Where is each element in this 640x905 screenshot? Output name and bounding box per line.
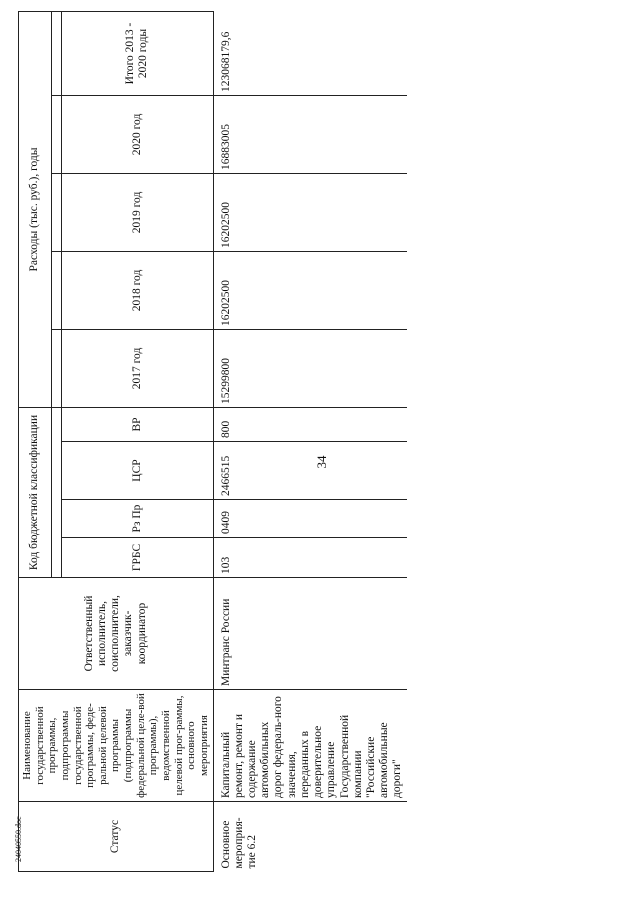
cell-grbs: 103 xyxy=(213,538,407,578)
header-2017: 2017 год xyxy=(61,329,213,407)
header-csr: ЦСР xyxy=(61,442,213,500)
cell-name: Капитальный ремонт, ремонт и содержание автомобильных дорог федераль-ного значения, переданных в доверительное управление Государственной компании "Российские автомобильные дороги" xyxy=(213,690,407,802)
header-2018: 2018 год xyxy=(61,251,213,329)
expenses-table-rotated xyxy=(18,12,404,872)
header-responsible: Ответственный исполнитель, соисполнители, заказчик-координатор xyxy=(19,578,214,690)
header-total: Итого 2013 - 2020 годы xyxy=(61,11,213,95)
header-budget-code: Код бюджетной классификации xyxy=(19,407,52,577)
cell-vr: 800 xyxy=(213,407,407,441)
cell-2018: 16202500 xyxy=(213,251,407,329)
header-rzpr: Рз Пр xyxy=(61,500,213,538)
expenses-table xyxy=(18,11,407,872)
table-row xyxy=(213,11,407,871)
cell-total: 123068179,6 xyxy=(213,11,407,95)
header-vr: ВР xyxy=(61,407,213,441)
page-number: 34 xyxy=(314,455,329,469)
footer-filename: 24040550.doc xyxy=(14,816,23,862)
cell-rzpr: 0409 xyxy=(213,500,407,538)
cell-status: Основное мероприя-тие 6.2 xyxy=(219,817,259,869)
header-name: Наименование государственной программы, подпрограммы государственной программы, феде-ральной целевой программы (подпрограммы федеральной целе-вой программы), ведомственной целевой прог-раммы, основного мероприятия xyxy=(19,690,214,802)
header-status: Статус xyxy=(19,802,214,872)
header-grbs: ГРБС xyxy=(61,538,213,578)
cell-2019: 16202500 xyxy=(213,173,407,251)
header-2019: 2019 год xyxy=(61,173,213,251)
cell-responsible: Минтранс России xyxy=(213,578,407,690)
cell-2017: 15299800 xyxy=(213,329,407,407)
cell-csr: 2466515 xyxy=(213,442,407,500)
header-2020: 2020 год xyxy=(61,95,213,173)
cell-2020: 16883005 xyxy=(213,95,407,173)
header-expenses: Расходы (тыс. руб.), годы xyxy=(19,11,52,407)
